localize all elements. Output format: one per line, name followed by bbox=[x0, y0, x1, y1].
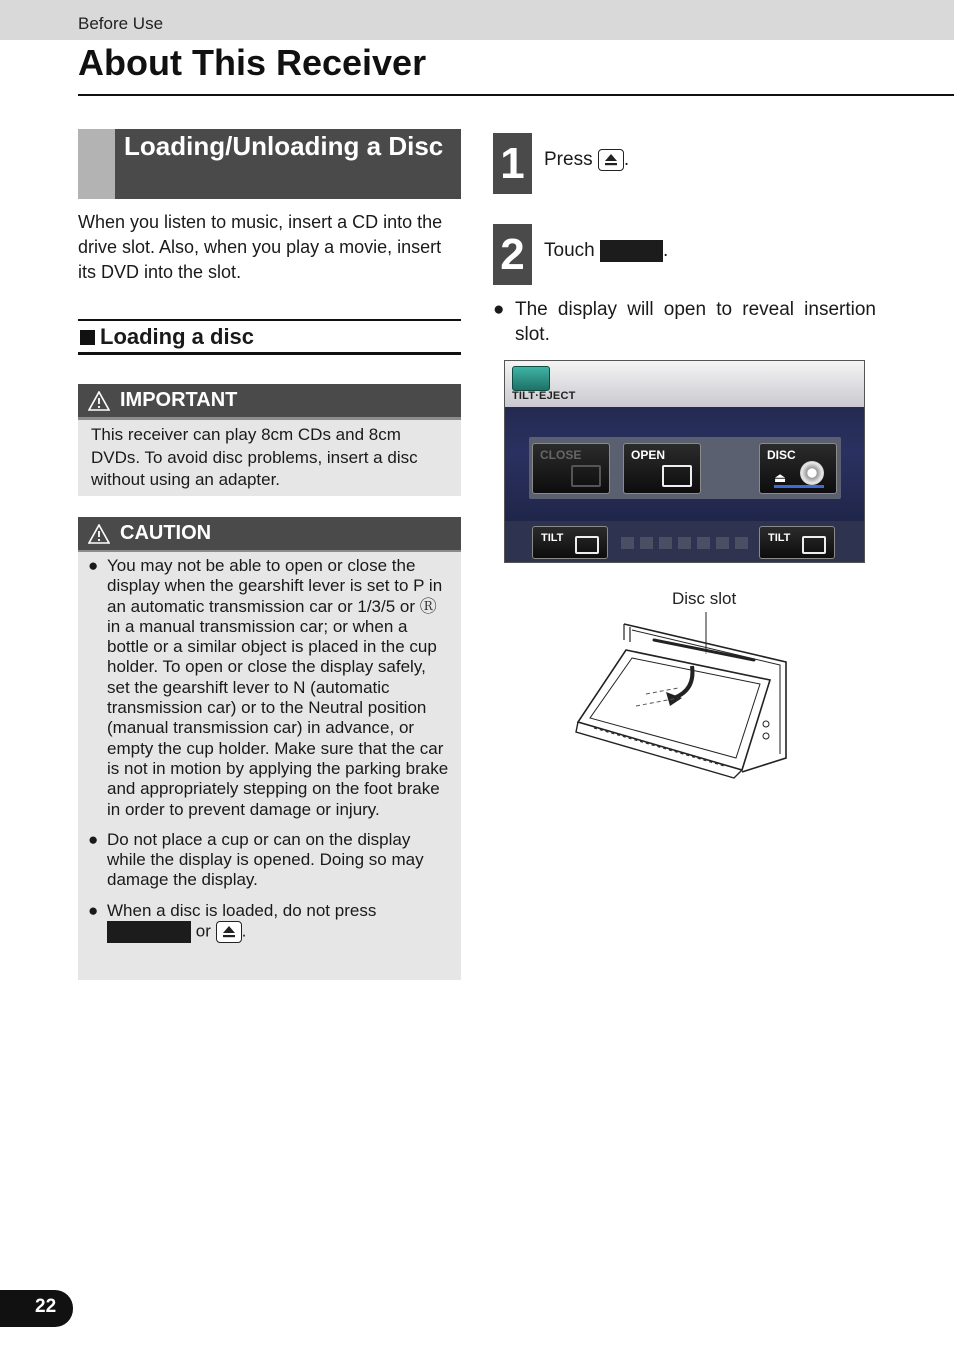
warning-triangle-icon bbox=[88, 391, 110, 411]
section-intro: When you listen to music, insert a CD into the drive slot. Also, when you play a movie, insert its DVD into the slot. bbox=[78, 212, 443, 282]
display-close-icon bbox=[571, 465, 601, 487]
breadcrumb: Before Use bbox=[78, 14, 164, 33]
subheading-text: Loading a disc bbox=[100, 324, 255, 349]
screen-titlebar bbox=[505, 361, 864, 407]
step-2-suffix: . bbox=[662, 240, 669, 261]
eject-button-icon bbox=[216, 921, 242, 943]
caution-item-text: You may not be able to open or close the display when the gearshift lever is set to P in an automatic transmission car or 1/3/5 or Ⓡ in a manual transmission car; or when a bottle or a similar object is placed in the cup holder. To open or close the display safely, set the gearshift lever to N (automatic transmission car) or to the Neutral position (manual transmission car) in advance, or empty the cup holder. Make sure that the car is not in motion by applying the parking brake and appropriately stepping on the foot brake in order to prevent damage or injury. bbox=[107, 556, 449, 819]
step-number-2: 2 bbox=[493, 224, 532, 285]
disc-button[interactable] bbox=[759, 443, 837, 494]
square-bullet-icon bbox=[80, 330, 95, 345]
tilt-level-segment bbox=[621, 537, 634, 549]
tilt-down-label: TILT bbox=[541, 532, 564, 544]
tilt-display-icon bbox=[575, 536, 599, 554]
close-button-label: CLOSE bbox=[540, 448, 582, 462]
important-header bbox=[78, 384, 461, 420]
tilt-level-segment bbox=[640, 537, 653, 549]
tilt-up-button[interactable] bbox=[759, 526, 835, 559]
caution-header bbox=[78, 517, 461, 553]
tilt-level-segment bbox=[659, 537, 672, 549]
top-bar bbox=[0, 0, 954, 40]
step-1-text bbox=[544, 148, 629, 172]
caution-end-period: . bbox=[241, 921, 247, 941]
tilt-level-segment bbox=[735, 537, 748, 549]
step-2-note-text: The display will open to reveal insertion slot. bbox=[515, 299, 876, 345]
display-open-icon bbox=[662, 465, 692, 487]
page-title: About This Receiver bbox=[78, 42, 427, 83]
tilt-down-button[interactable] bbox=[532, 526, 608, 559]
tilt-display-icon bbox=[802, 536, 826, 554]
tilt-up-label: TILT bbox=[768, 532, 791, 544]
section-title: Loading/Unloading a Disc bbox=[124, 131, 444, 161]
caution-item bbox=[88, 556, 451, 820]
screen-title: TILT·EJECT bbox=[512, 390, 576, 402]
disc-button-label: DISC bbox=[767, 448, 796, 462]
screen-button-graphic bbox=[600, 240, 663, 262]
screen-button-graphic bbox=[107, 921, 191, 943]
caution-title: CAUTION bbox=[120, 522, 212, 544]
tilt-level-segment bbox=[716, 537, 729, 549]
important-body: This receiver can play 8cm CDs and 8cm DVDs. To avoid disc problems, insert a disc without using an adapter. bbox=[78, 420, 461, 496]
tilt-eject-app-icon bbox=[512, 366, 550, 391]
caution-item bbox=[88, 830, 451, 891]
step-2-prefix: Touch bbox=[544, 240, 595, 261]
title-divider bbox=[78, 94, 954, 96]
section-header-accent bbox=[78, 129, 115, 199]
step-2-note bbox=[493, 297, 876, 347]
caution-item bbox=[88, 901, 451, 943]
caution-item-text: When a disc is loaded, do not press bbox=[107, 900, 377, 920]
caution-or-text: or bbox=[195, 921, 211, 941]
caution-body bbox=[78, 552, 461, 980]
bullet-dot-icon: ● bbox=[88, 900, 99, 920]
step-2-text bbox=[544, 239, 668, 263]
open-button[interactable] bbox=[623, 443, 701, 494]
step-number-1: 1 bbox=[493, 133, 532, 194]
disc-slot-label: Disc slot bbox=[672, 589, 737, 608]
step-1-suffix: . bbox=[623, 149, 630, 170]
page-number: 22 bbox=[35, 1296, 57, 1317]
subheading-loading-disc bbox=[78, 319, 461, 355]
close-button[interactable] bbox=[532, 443, 610, 494]
bullet-dot-icon: ● bbox=[493, 299, 505, 320]
bullet-dot-icon: ● bbox=[88, 556, 99, 575]
step-1-prefix: Press bbox=[544, 149, 593, 170]
page-number-tab bbox=[0, 1290, 73, 1327]
tilt-eject-screen bbox=[504, 360, 865, 563]
bullet-dot-icon: ● bbox=[88, 829, 99, 849]
disc-icon bbox=[800, 461, 824, 485]
warning-triangle-icon bbox=[88, 524, 110, 544]
eject-button-icon bbox=[598, 149, 624, 171]
disc-button-indicator bbox=[774, 485, 824, 488]
section-header bbox=[78, 129, 461, 199]
eject-symbol-icon: ⏏ bbox=[774, 470, 787, 485]
receiver-open-display-illustration bbox=[574, 610, 794, 780]
caution-item-text: Do not place a cup or can on the display while the display is opened. Doing so may damage the display. bbox=[107, 829, 424, 890]
open-button-label: OPEN bbox=[631, 448, 666, 462]
important-title: IMPORTANT bbox=[120, 389, 238, 411]
tilt-level-segment bbox=[697, 537, 710, 549]
tilt-level-segment bbox=[678, 537, 691, 549]
